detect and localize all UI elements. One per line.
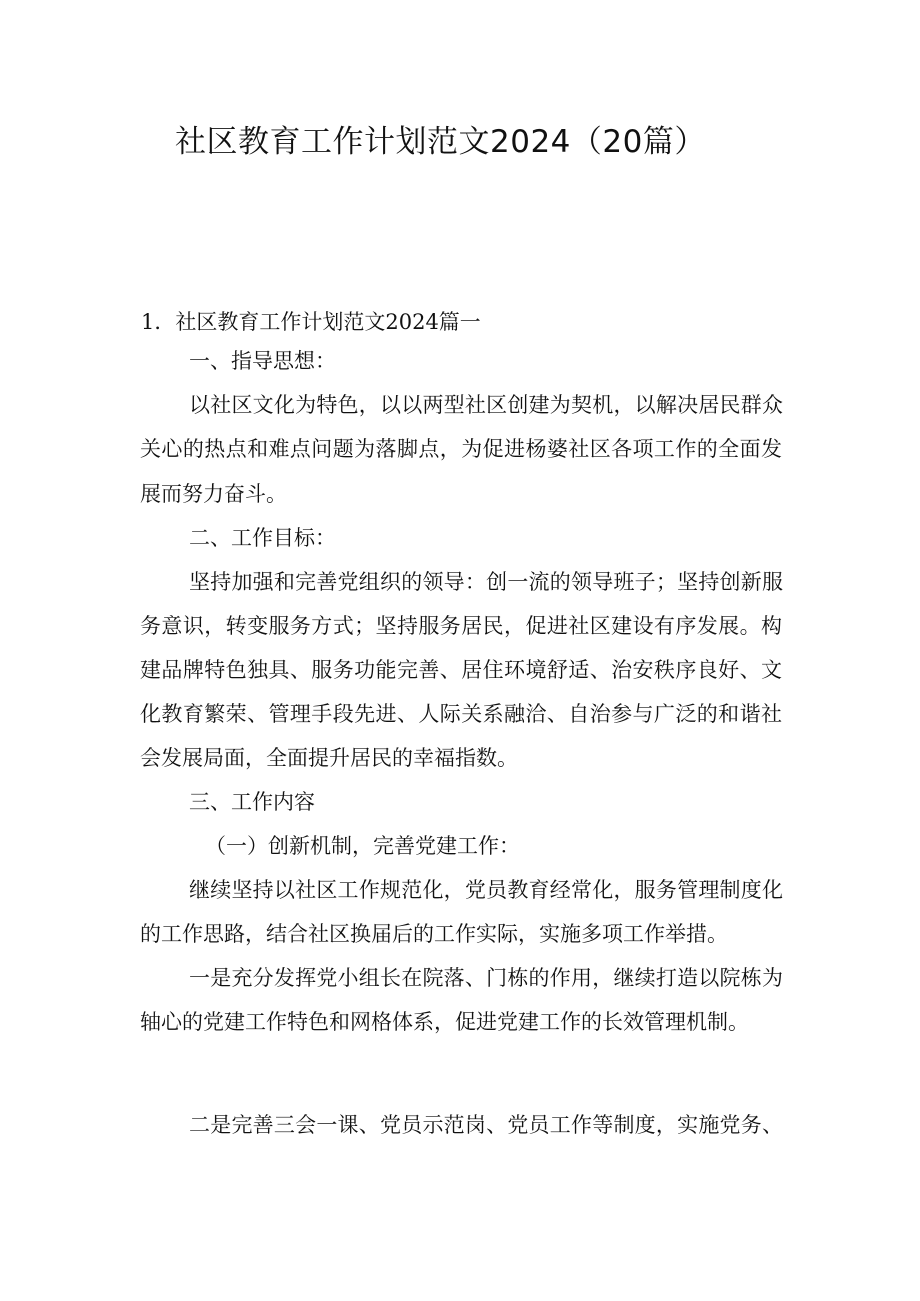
- paragraph-line: 务意识，转变服务方式；坚持服务居民，促进社区建设有序发展。构: [140, 614, 782, 638]
- paragraph-line: 二是完善三会一课、党员示范岗、党员工作等制度，实施党务、: [189, 1113, 783, 1137]
- paragraph-line: 关心的热点和难点问题为落脚点，为促进杨婆社区各项工作的全面发: [140, 437, 782, 461]
- document-title: 社区教育工作计划范文2024（20篇）: [175, 124, 706, 160]
- paragraph-line: 以社区文化为特色，以以两型社区创建为契机，以解决居民群众: [189, 393, 783, 417]
- paragraph-line: 一、指导思想：: [189, 349, 336, 373]
- paragraph-line: 坚持加强和完善党组织的领导：创一流的领导班子；坚持创新服: [189, 570, 783, 594]
- paragraph-line: （一）创新机制，完善党建工作：: [205, 834, 520, 858]
- paragraph-line: 展而努力奋斗。: [140, 482, 287, 506]
- paragraph-line: 化教育繁荣、管理手段先进、人际关系融洽、自治参与广泛的和谐社: [140, 702, 782, 726]
- paragraph-line: 会发展局面，全面提升居民的幸福指数。: [140, 746, 518, 770]
- paragraph-line: 的工作思路，结合社区换届后的工作实际，实施多项工作举措。: [140, 922, 728, 946]
- paragraph-line: 一是充分发挥党小组长在院落、门栋的作用，继续打造以院栋为: [189, 966, 783, 990]
- paragraph-line: 建品牌特色独具、服务功能完善、居住环境舒适、治安秩序良好、文: [140, 658, 782, 682]
- paragraph-line: 轴心的党建工作特色和网格体系，促进党建工作的长效管理机制。: [140, 1010, 749, 1034]
- paragraph-line: 继续坚持以社区工作规范化，党员教育经常化，服务管理制度化: [189, 878, 783, 902]
- section-heading: 1．社区教育工作计划范文2024篇一: [141, 310, 481, 334]
- paragraph-line: 二、工作目标：: [189, 526, 336, 550]
- paragraph-line: 三、工作内容: [189, 790, 315, 814]
